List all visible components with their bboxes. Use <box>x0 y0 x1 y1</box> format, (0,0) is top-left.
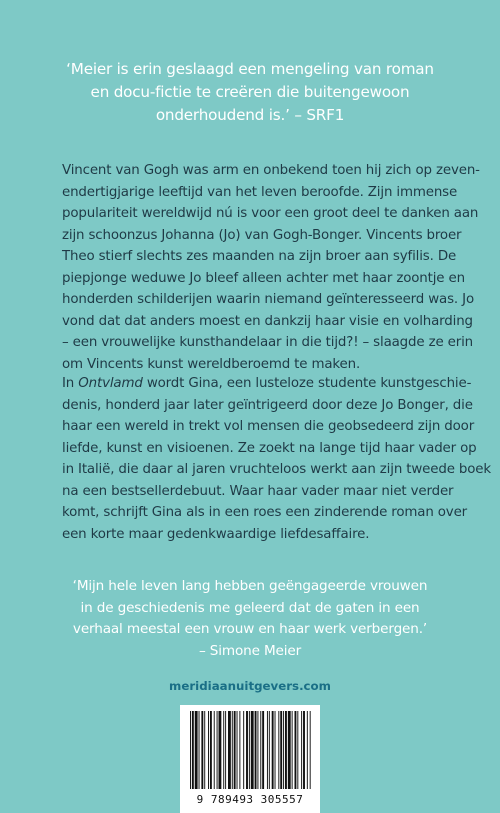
barcode-bar <box>262 711 264 789</box>
quote-attribution: – Simone Meier <box>198 642 302 659</box>
barcode-bar <box>283 711 284 789</box>
text-line-first <box>62 373 472 395</box>
text-line: zijn schoonzus Johanna (Jo) van Gogh-Bonger. Vincents broer <box>62 227 462 243</box>
text-line: na een bestsellerdebuut. Waar haar vader maar niet verder <box>62 483 454 499</box>
synopsis-paragraph-2 <box>62 373 491 545</box>
barcode-bar <box>255 711 257 789</box>
top-review-quote <box>60 58 440 127</box>
text-line: honderden schilderijen waarin niemand geïnteresseerd was. Jo <box>62 292 474 307</box>
barcode-bar <box>272 711 274 789</box>
text-line: komt, schrijft Gina als in een roes een zinderende roman over <box>62 505 468 520</box>
synopsis-paragraph-1 <box>62 160 480 375</box>
barcode-bar <box>280 711 282 789</box>
barcode-bar <box>201 711 203 789</box>
barcode-bar <box>239 711 240 789</box>
isbn-barcode <box>180 705 320 813</box>
barcode-bar <box>217 711 218 789</box>
barcode-bar <box>295 711 297 789</box>
quote-line: verhaal meestal een vrouw en haar werk verbergen.’ <box>72 621 428 637</box>
book-title: Ontvlamd <box>78 376 143 391</box>
text-line: – een vrouwelijke kunsthandelaar in die tijd?! – slaagde ze erin <box>62 335 473 350</box>
barcode-bar <box>199 711 200 789</box>
quote-line: ‘Mijn hele leven lang hebben geëngageerde vrouwen <box>72 578 428 594</box>
barcode-bar <box>310 711 311 789</box>
barcode-bar <box>307 711 308 789</box>
barcode-bar <box>246 711 248 789</box>
text-line: een korte maar gedenkwaardige liefdesaffaire. <box>62 526 370 542</box>
barcode-bar <box>257 711 258 789</box>
text-line: denis, honderd jaar later geïntrigeerd door deze Jo Bonger, die <box>62 397 473 413</box>
barcode-bar <box>208 711 209 789</box>
quote-line: onderhoudend is.’ – SRF1 <box>155 106 345 124</box>
barcode-bar <box>297 711 298 789</box>
text-line: populariteit wereldwijd nú is voor een groot deel te danken aan <box>62 206 479 221</box>
barcode-bar <box>228 711 231 789</box>
barcode-bar <box>249 711 250 789</box>
barcode-bar <box>195 711 198 789</box>
barcode-bar <box>190 711 191 789</box>
text-line: Theo stierf slechts zes maanden na zijn broer aan syfilis. De <box>62 249 457 264</box>
quote-line: in de geschiedenis me geleerd dat de gaten in een <box>80 599 420 616</box>
quote-line: en docu-fictie te creëren die buitengewoon <box>90 83 410 101</box>
barcode-bar <box>288 711 291 789</box>
publisher-website-link[interactable]: meridiaanuitgevers.com <box>169 679 331 693</box>
barcode-bar <box>267 711 268 789</box>
barcode-bar <box>292 711 293 789</box>
barcode-bar <box>232 711 233 789</box>
text-line: in Italië, die daar al jaren vruchteloos werkt aan zijn tweede boek <box>62 462 491 477</box>
barcode-bar <box>243 711 244 789</box>
text-line: haar een wereld in trekt vol mensen die geobsedeerd zijn door <box>62 419 475 434</box>
barcode-bar <box>260 711 261 789</box>
text-prefix: In <box>62 376 79 391</box>
barcode-bar <box>225 711 226 789</box>
barcode-bar <box>301 711 302 789</box>
text-line: endertigjarige leeftijd van het leven beroofde. Zijn immense <box>62 184 458 200</box>
barcode-bar <box>204 711 205 789</box>
barcode-bar <box>251 711 254 789</box>
barcode-bar <box>210 711 212 789</box>
barcode-bar <box>285 711 287 789</box>
text-line: vond dat dat anders moest en dankzij haar visie en volharding <box>62 313 473 329</box>
barcode-bar <box>237 711 238 789</box>
barcode-bar <box>234 711 236 789</box>
isbn-digits: 9 789493 305557 <box>196 793 304 806</box>
text-line: liefde, kunst en visioenen. Ze zoekt na lange tijd haar vader op <box>62 440 477 456</box>
text-line: om Vincents kunst wereldberoemd te maken. <box>62 356 361 372</box>
barcode-bar <box>223 711 224 789</box>
quote-line: ‘Meier is erin geslaagd een mengeling van roman <box>66 60 434 78</box>
barcode-bar <box>278 711 279 789</box>
barcode-bar <box>192 711 194 789</box>
author-quote <box>60 576 440 662</box>
text-line: Vincent van Gogh was arm en onbekend toen hij zich op zeven- <box>62 163 480 178</box>
barcode-bar <box>269 711 270 789</box>
barcode-bar <box>303 711 305 789</box>
barcode-bars <box>188 711 312 793</box>
barcode-bar <box>275 711 276 789</box>
text-line: piepjonge weduwe Jo bleef alleen achter met haar zoontje en <box>62 270 465 286</box>
barcode-bar <box>219 711 222 789</box>
text-rest: wordt Gina, een lusteloze studente kunstgeschie- <box>142 376 472 391</box>
barcode-bar <box>214 711 215 789</box>
